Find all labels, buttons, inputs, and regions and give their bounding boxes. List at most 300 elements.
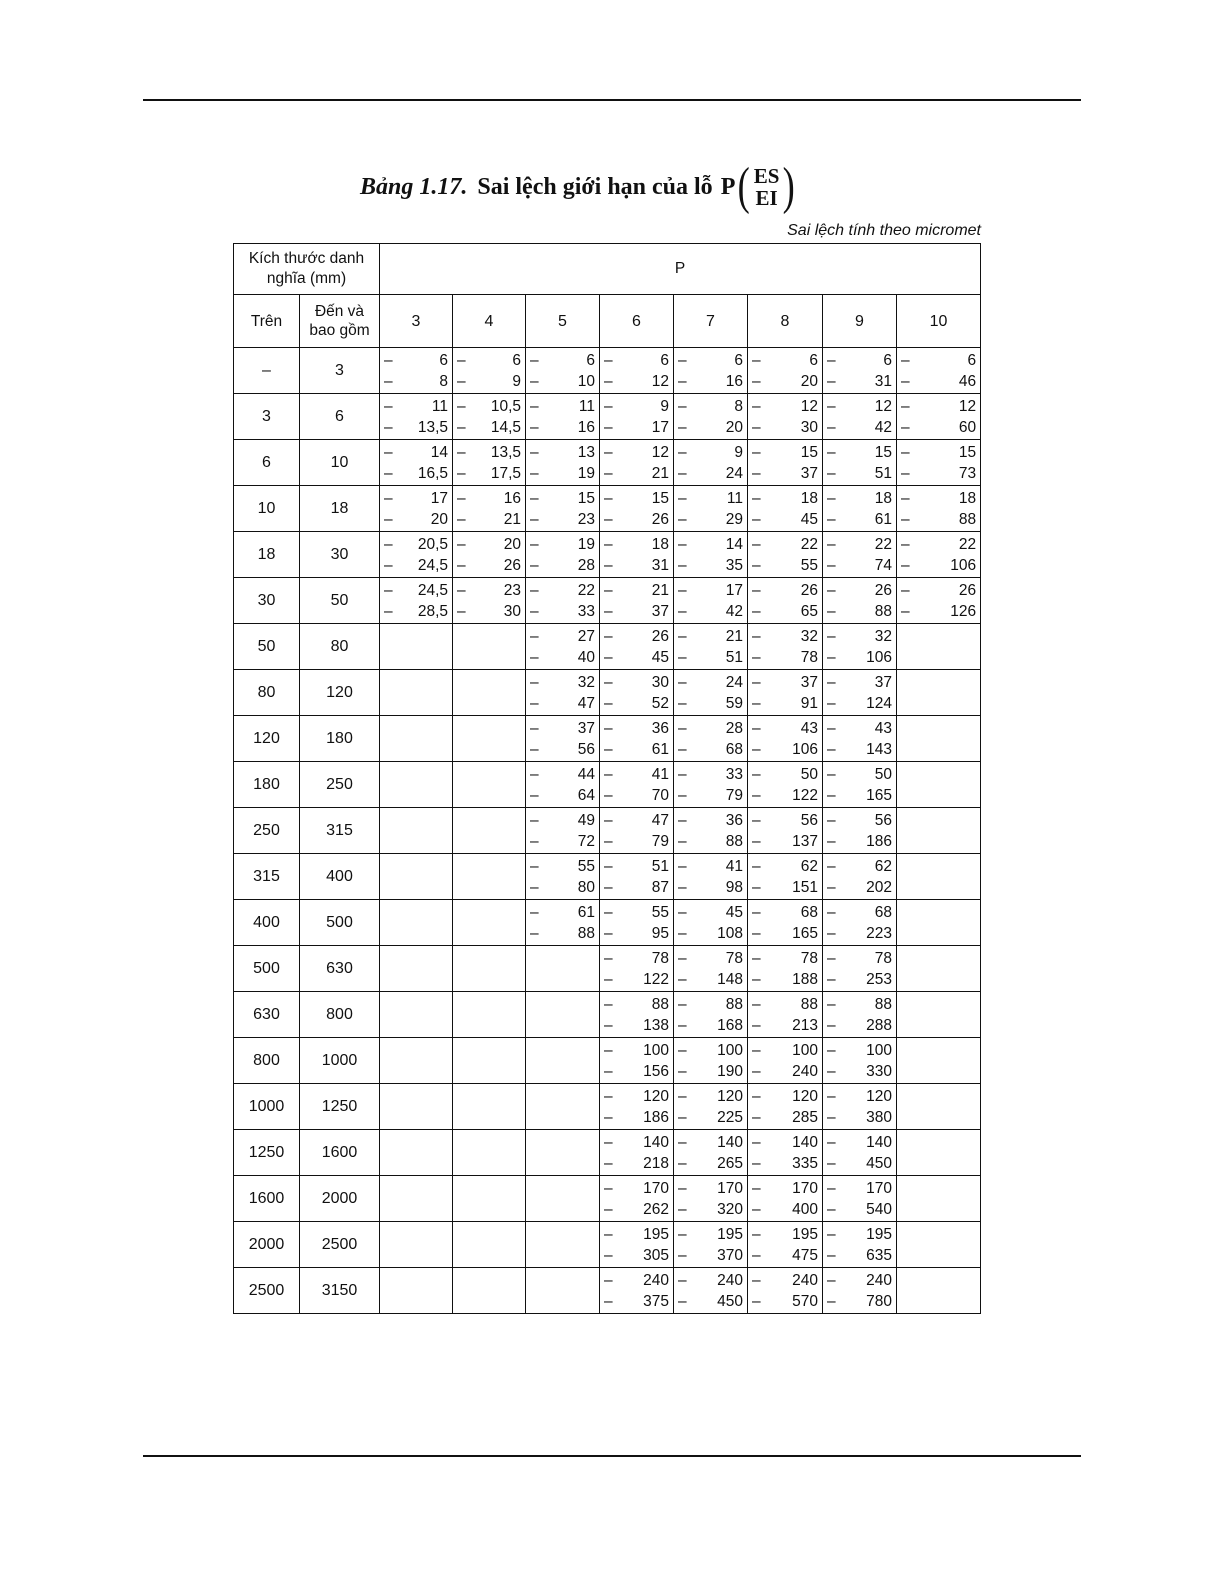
upper-deviation: – 26 (827, 581, 892, 599)
deviation-cell (748, 670, 823, 716)
lower-deviation: – 288 (827, 1016, 892, 1034)
lower-deviation: – 60 (901, 418, 977, 436)
upper-deviation: – 78 (752, 949, 818, 967)
deviation-cell (674, 946, 748, 992)
upper-deviation: – 170 (604, 1179, 669, 1197)
upper-deviation: – 100 (827, 1041, 892, 1059)
header-row-2 (234, 295, 981, 348)
lower-deviation: – 106 (827, 648, 892, 666)
upper-deviation: – 15 (752, 443, 818, 461)
size-upto-cell: 800 (300, 992, 380, 1038)
deviation-cell (897, 394, 981, 440)
upper-deviation: – 37 (530, 719, 595, 737)
lower-deviation: – 122 (752, 786, 818, 804)
lower-deviation: – 47 (530, 694, 595, 712)
lower-deviation: – 51 (678, 648, 743, 666)
deviation-cell (380, 578, 453, 624)
upper-deviation: – 49 (530, 811, 595, 829)
upper-deviation: – 36 (678, 811, 743, 829)
deviation-cell (380, 1038, 453, 1084)
upper-deviation: – 140 (752, 1133, 818, 1151)
lower-deviation: – 80 (530, 878, 595, 896)
lower-deviation: – 635 (827, 1246, 892, 1264)
deviation-cell (748, 716, 823, 762)
deviation-cell (380, 1130, 453, 1176)
table-row (234, 1084, 981, 1130)
upper-deviation: – 56 (752, 811, 818, 829)
deviation-cell (526, 1130, 600, 1176)
deviation-cell (600, 486, 674, 532)
deviation-cell (897, 624, 981, 670)
lower-deviation: – 148 (678, 970, 743, 988)
lower-deviation: – 95 (604, 924, 669, 942)
deviation-cell (453, 624, 526, 670)
deviation-cell (380, 486, 453, 532)
upper-deviation: – 18 (827, 489, 892, 507)
lower-deviation: – 143 (827, 740, 892, 758)
size-upto-cell: 50 (300, 578, 380, 624)
lower-deviation: – 16 (678, 372, 743, 390)
deviation-cell (526, 900, 600, 946)
deviation-cell (380, 440, 453, 486)
table-row (234, 394, 981, 440)
deviation-cell (748, 762, 823, 808)
deviation-cell (453, 440, 526, 486)
deviation-cell (526, 624, 600, 670)
deviation-cell (526, 992, 600, 1038)
upper-deviation: – 88 (752, 995, 818, 1013)
size-over-cell: 50 (234, 624, 300, 670)
lower-deviation: – 88 (530, 924, 595, 942)
upper-deviation: – 56 (827, 811, 892, 829)
deviation-cell (674, 532, 748, 578)
deviation-cell (823, 946, 897, 992)
upper-deviation: – 120 (827, 1087, 892, 1105)
lower-deviation: – 65 (752, 602, 818, 620)
deviation-cell (897, 1084, 981, 1130)
upper-deviation: – 24 (678, 673, 743, 691)
lower-deviation: – 223 (827, 924, 892, 942)
deviation-cell (380, 348, 453, 394)
lower-deviation: – 165 (827, 786, 892, 804)
deviation-cell (897, 992, 981, 1038)
upper-deviation: – 9 (604, 397, 669, 415)
deviation-cell (526, 808, 600, 854)
bottom-rule (143, 1455, 1081, 1457)
lower-deviation: – 126 (901, 602, 977, 620)
upper-deviation: – 44 (530, 765, 595, 783)
upper-deviation: – 195 (827, 1225, 892, 1243)
lower-deviation: – 265 (678, 1154, 743, 1172)
lower-deviation: – 51 (827, 464, 892, 482)
deviation-cell (600, 1130, 674, 1176)
upper-deviation: – 18 (604, 535, 669, 553)
deviation-cell (600, 808, 674, 854)
deviation-cell (748, 578, 823, 624)
top-rule (143, 99, 1081, 101)
lower-deviation: – 165 (752, 924, 818, 942)
upper-deviation: – 6 (604, 351, 669, 369)
deviation-cell (600, 348, 674, 394)
upper-deviation: – 22 (901, 535, 977, 553)
deviation-cell (380, 762, 453, 808)
deviation-cell (453, 670, 526, 716)
grade-header: 4 (453, 295, 526, 348)
deviation-cell (823, 1268, 897, 1314)
deviation-cell (453, 900, 526, 946)
lower-deviation: – 40 (530, 648, 595, 666)
lower-deviation: – 79 (604, 832, 669, 850)
table-row (234, 1268, 981, 1314)
deviation-cell (453, 1222, 526, 1268)
deviation-cell (823, 394, 897, 440)
upper-deviation: – 41 (604, 765, 669, 783)
upper-deviation: – 12 (827, 397, 892, 415)
lower-deviation: – 56 (530, 740, 595, 758)
upper-deviation: – 27 (530, 627, 595, 645)
lower-deviation: – 20 (752, 372, 818, 390)
lower-deviation: – 30 (752, 418, 818, 436)
deviation-cell (674, 1130, 748, 1176)
upper-deviation: – 170 (752, 1179, 818, 1197)
lower-deviation: – 88 (827, 602, 892, 620)
deviation-cell (380, 1084, 453, 1130)
table-row (234, 946, 981, 992)
upper-deviation: – 26 (901, 581, 977, 599)
deviation-cell (674, 716, 748, 762)
lower-deviation: – 186 (827, 832, 892, 850)
lower-deviation: – 35 (678, 556, 743, 574)
size-over-cell: 180 (234, 762, 300, 808)
deviation-cell (897, 532, 981, 578)
deviation-cell (748, 900, 823, 946)
upper-deviation: – 20 (457, 535, 521, 553)
lower-deviation: – 9 (457, 372, 521, 390)
size-over-cell: 3 (234, 394, 300, 440)
deviation-cell (823, 716, 897, 762)
deviation-cell (380, 900, 453, 946)
deviation-cell (453, 578, 526, 624)
deviation-cell (674, 854, 748, 900)
deviation-cell (897, 762, 981, 808)
deviation-cell (897, 716, 981, 762)
lower-deviation: – 240 (752, 1062, 818, 1080)
lower-deviation: – 73 (901, 464, 977, 482)
deviation-cell (453, 992, 526, 1038)
upper-deviation: – 37 (752, 673, 818, 691)
deviation-cell (380, 394, 453, 440)
deviation-cell (526, 716, 600, 762)
table-row (234, 348, 981, 394)
lower-deviation: – 55 (752, 556, 818, 574)
deviation-cell (526, 348, 600, 394)
deviation-cell (748, 1130, 823, 1176)
lower-deviation: – 14,5 (457, 418, 521, 436)
lower-deviation: – 124 (827, 694, 892, 712)
deviation-fraction (754, 165, 780, 209)
lower-deviation: – 61 (827, 510, 892, 528)
lower-deviation: – 78 (752, 648, 818, 666)
upper-deviation: – 6 (752, 351, 818, 369)
deviation-cell (526, 854, 600, 900)
lower-deviation: – 33 (530, 602, 595, 620)
lower-deviation: – 91 (752, 694, 818, 712)
grade-header: 7 (674, 295, 748, 348)
deviation-cell (897, 1130, 981, 1176)
grade-header: 3 (380, 295, 453, 348)
lower-deviation: – 64 (530, 786, 595, 804)
deviation-cell (674, 578, 748, 624)
size-over-cell: 6 (234, 440, 300, 486)
lower-deviation: – 450 (678, 1292, 743, 1310)
lower-deviation: – 108 (678, 924, 743, 942)
upper-deviation: – 21 (678, 627, 743, 645)
size-over-cell: 2500 (234, 1268, 300, 1314)
deviation-cell (453, 1084, 526, 1130)
deviation-cell (748, 440, 823, 486)
title-letter: P (720, 173, 736, 200)
deviation-cell (823, 348, 897, 394)
deviation-cell (600, 532, 674, 578)
size-over-cell: 1250 (234, 1130, 300, 1176)
size-upto-cell: 3150 (300, 1268, 380, 1314)
upper-deviation: – 120 (752, 1087, 818, 1105)
size-over-cell: 315 (234, 854, 300, 900)
lower-deviation: – 98 (678, 878, 743, 896)
deviation-cell (453, 1038, 526, 1084)
upper-deviation: – 78 (604, 949, 669, 967)
table-row (234, 1038, 981, 1084)
deviation-cell (748, 946, 823, 992)
deviation-cell (748, 348, 823, 394)
table-number: Bảng 1.17. (360, 173, 468, 200)
upper-deviation: – 21 (604, 581, 669, 599)
lower-deviation: – 24,5 (384, 556, 448, 574)
deviation-cell (748, 992, 823, 1038)
deviation-cell (380, 1176, 453, 1222)
table-title-text: Sai lệch giới hạn của lỗ (477, 173, 713, 200)
lower-deviation: – 74 (827, 556, 892, 574)
lower-deviation: – 400 (752, 1200, 818, 1218)
unit-note: Sai lệch tính theo micromet (787, 222, 981, 239)
deviation-cell (453, 808, 526, 854)
deviation-cell (897, 578, 981, 624)
size-upto-cell: 180 (300, 716, 380, 762)
upper-deviation: – 33 (678, 765, 743, 783)
deviation-cell (823, 532, 897, 578)
upper-deviation: – 11 (384, 397, 448, 415)
deviation-cell (453, 532, 526, 578)
upper-deviation: – 55 (530, 857, 595, 875)
lower-deviation: – 52 (604, 694, 669, 712)
lower-deviation: – 202 (827, 878, 892, 896)
lower-deviation: – 20 (384, 510, 448, 528)
grade-header: 6 (600, 295, 674, 348)
table-title (360, 160, 920, 214)
deviation-cell (823, 486, 897, 532)
table-row (234, 486, 981, 532)
deviation-cell (823, 854, 897, 900)
upper-deviation: – 15 (604, 489, 669, 507)
size-upto-cell: 500 (300, 900, 380, 946)
deviation-cell (600, 578, 674, 624)
lower-deviation: – 46 (901, 372, 977, 390)
deviation-cell (897, 670, 981, 716)
deviation-cell (748, 532, 823, 578)
deviation-cell (453, 716, 526, 762)
deviation-cell (748, 1038, 823, 1084)
lower-deviation: – 21 (457, 510, 521, 528)
upper-deviation: – 6 (384, 351, 448, 369)
upper-deviation: – 28 (678, 719, 743, 737)
deviation-cell (453, 946, 526, 992)
upper-deviation: – 62 (827, 857, 892, 875)
upper-deviation: – 55 (604, 903, 669, 921)
size-upto-cell: 2500 (300, 1222, 380, 1268)
deviation-cell (748, 808, 823, 854)
table-row (234, 716, 981, 762)
grade-header: 8 (748, 295, 823, 348)
size-upto-cell: 120 (300, 670, 380, 716)
lower-deviation: – 88 (678, 832, 743, 850)
deviation-cell (453, 348, 526, 394)
upper-deviation: – 41 (678, 857, 743, 875)
size-over-cell: 120 (234, 716, 300, 762)
upper-deviation: – 120 (604, 1087, 669, 1105)
deviation-cell (600, 992, 674, 1038)
lower-deviation: – 475 (752, 1246, 818, 1264)
upper-deviation: – 100 (604, 1041, 669, 1059)
deviation-cell (526, 532, 600, 578)
deviation-cell (748, 854, 823, 900)
table-row (234, 578, 981, 624)
deviation-cell (823, 440, 897, 486)
size-upto-cell: 315 (300, 808, 380, 854)
deviation-cell (897, 1176, 981, 1222)
upper-deviation: – 22 (752, 535, 818, 553)
deviation-table (233, 243, 981, 1314)
table-row (234, 900, 981, 946)
upper-deviation: – 88 (678, 995, 743, 1013)
deviation-cell (600, 440, 674, 486)
lower-deviation: – 24 (678, 464, 743, 482)
deviation-cell (823, 670, 897, 716)
upper-deviation: – 50 (827, 765, 892, 783)
lower-deviation: – 37 (604, 602, 669, 620)
lower-deviation: – 450 (827, 1154, 892, 1172)
upper-deviation: – 26 (604, 627, 669, 645)
lower-deviation: – 30 (457, 602, 521, 620)
lower-deviation: – 780 (827, 1292, 892, 1310)
lower-deviation: – 19 (530, 464, 595, 482)
deviation-cell (823, 1084, 897, 1130)
table-row (234, 854, 981, 900)
deviation-cell (897, 348, 981, 394)
upper-deviation: – 22 (530, 581, 595, 599)
size-upto-cell: 3 (300, 348, 380, 394)
deviation-cell (674, 440, 748, 486)
upper-deviation: – 13 (530, 443, 595, 461)
lower-deviation: – 16 (530, 418, 595, 436)
upper-deviation: – 26 (752, 581, 818, 599)
size-over-cell: 1600 (234, 1176, 300, 1222)
upper-deviation: – 120 (678, 1087, 743, 1105)
upper-deviation: – 88 (604, 995, 669, 1013)
lower-deviation: – 253 (827, 970, 892, 988)
upper-deviation: – 6 (678, 351, 743, 369)
upper-deviation: – 100 (678, 1041, 743, 1059)
deviation-cell (453, 1268, 526, 1314)
upper-deviation: – 9 (678, 443, 743, 461)
lower-deviation: – 29 (678, 510, 743, 528)
grade-header: 5 (526, 295, 600, 348)
lower-deviation: – 137 (752, 832, 818, 850)
upper-deviation: – 43 (752, 719, 818, 737)
deviation-cell (897, 900, 981, 946)
upper-deviation: – 15 (901, 443, 977, 461)
lower-deviation: – 151 (752, 878, 818, 896)
table-row (234, 624, 981, 670)
deviation-cell (600, 1268, 674, 1314)
deviation-cell (674, 900, 748, 946)
size-over-cell: 30 (234, 578, 300, 624)
lower-deviation: – 37 (752, 464, 818, 482)
deviation-cell (823, 1176, 897, 1222)
lower-deviation: – 225 (678, 1108, 743, 1126)
right-paren: ) (782, 158, 796, 215)
deviation-cell (526, 486, 600, 532)
deviation-cell (674, 1176, 748, 1222)
deviation-cell (526, 578, 600, 624)
table-row (234, 670, 981, 716)
size-upto-cell: 1600 (300, 1130, 380, 1176)
upper-deviation: – 140 (604, 1133, 669, 1151)
lower-deviation: – 42 (827, 418, 892, 436)
lower-deviation-label: EI (755, 186, 778, 210)
deviation-cell (823, 578, 897, 624)
lower-deviation: – 330 (827, 1062, 892, 1080)
deviation-cell (748, 1222, 823, 1268)
lower-deviation: – 156 (604, 1062, 669, 1080)
deviation-cell (897, 1222, 981, 1268)
deviation-cell (380, 1222, 453, 1268)
lower-deviation: – 61 (604, 740, 669, 758)
lower-deviation: – 285 (752, 1108, 818, 1126)
lower-deviation: – 42 (678, 602, 743, 620)
upper-deviation: – 15 (530, 489, 595, 507)
lower-deviation: – 26 (457, 556, 521, 574)
lower-deviation: – 21 (604, 464, 669, 482)
size-over-cell: – (234, 348, 300, 394)
lower-deviation: – 88 (901, 510, 977, 528)
deviation-cell (897, 1038, 981, 1084)
deviation-cell (380, 854, 453, 900)
deviation-cell (453, 394, 526, 440)
upper-deviation: – 12 (752, 397, 818, 415)
size-over-cell: 400 (234, 900, 300, 946)
upper-deviation: – 78 (827, 949, 892, 967)
deviation-cell (380, 670, 453, 716)
upper-deviation: – 17 (678, 581, 743, 599)
lower-deviation: – 31 (604, 556, 669, 574)
upper-deviation: – 14 (384, 443, 448, 461)
table-row (234, 1130, 981, 1176)
deviation-cell (823, 1038, 897, 1084)
lower-deviation: – 23 (530, 510, 595, 528)
size-upto-cell: 1250 (300, 1084, 380, 1130)
lower-deviation: – 186 (604, 1108, 669, 1126)
deviation-cell (453, 854, 526, 900)
